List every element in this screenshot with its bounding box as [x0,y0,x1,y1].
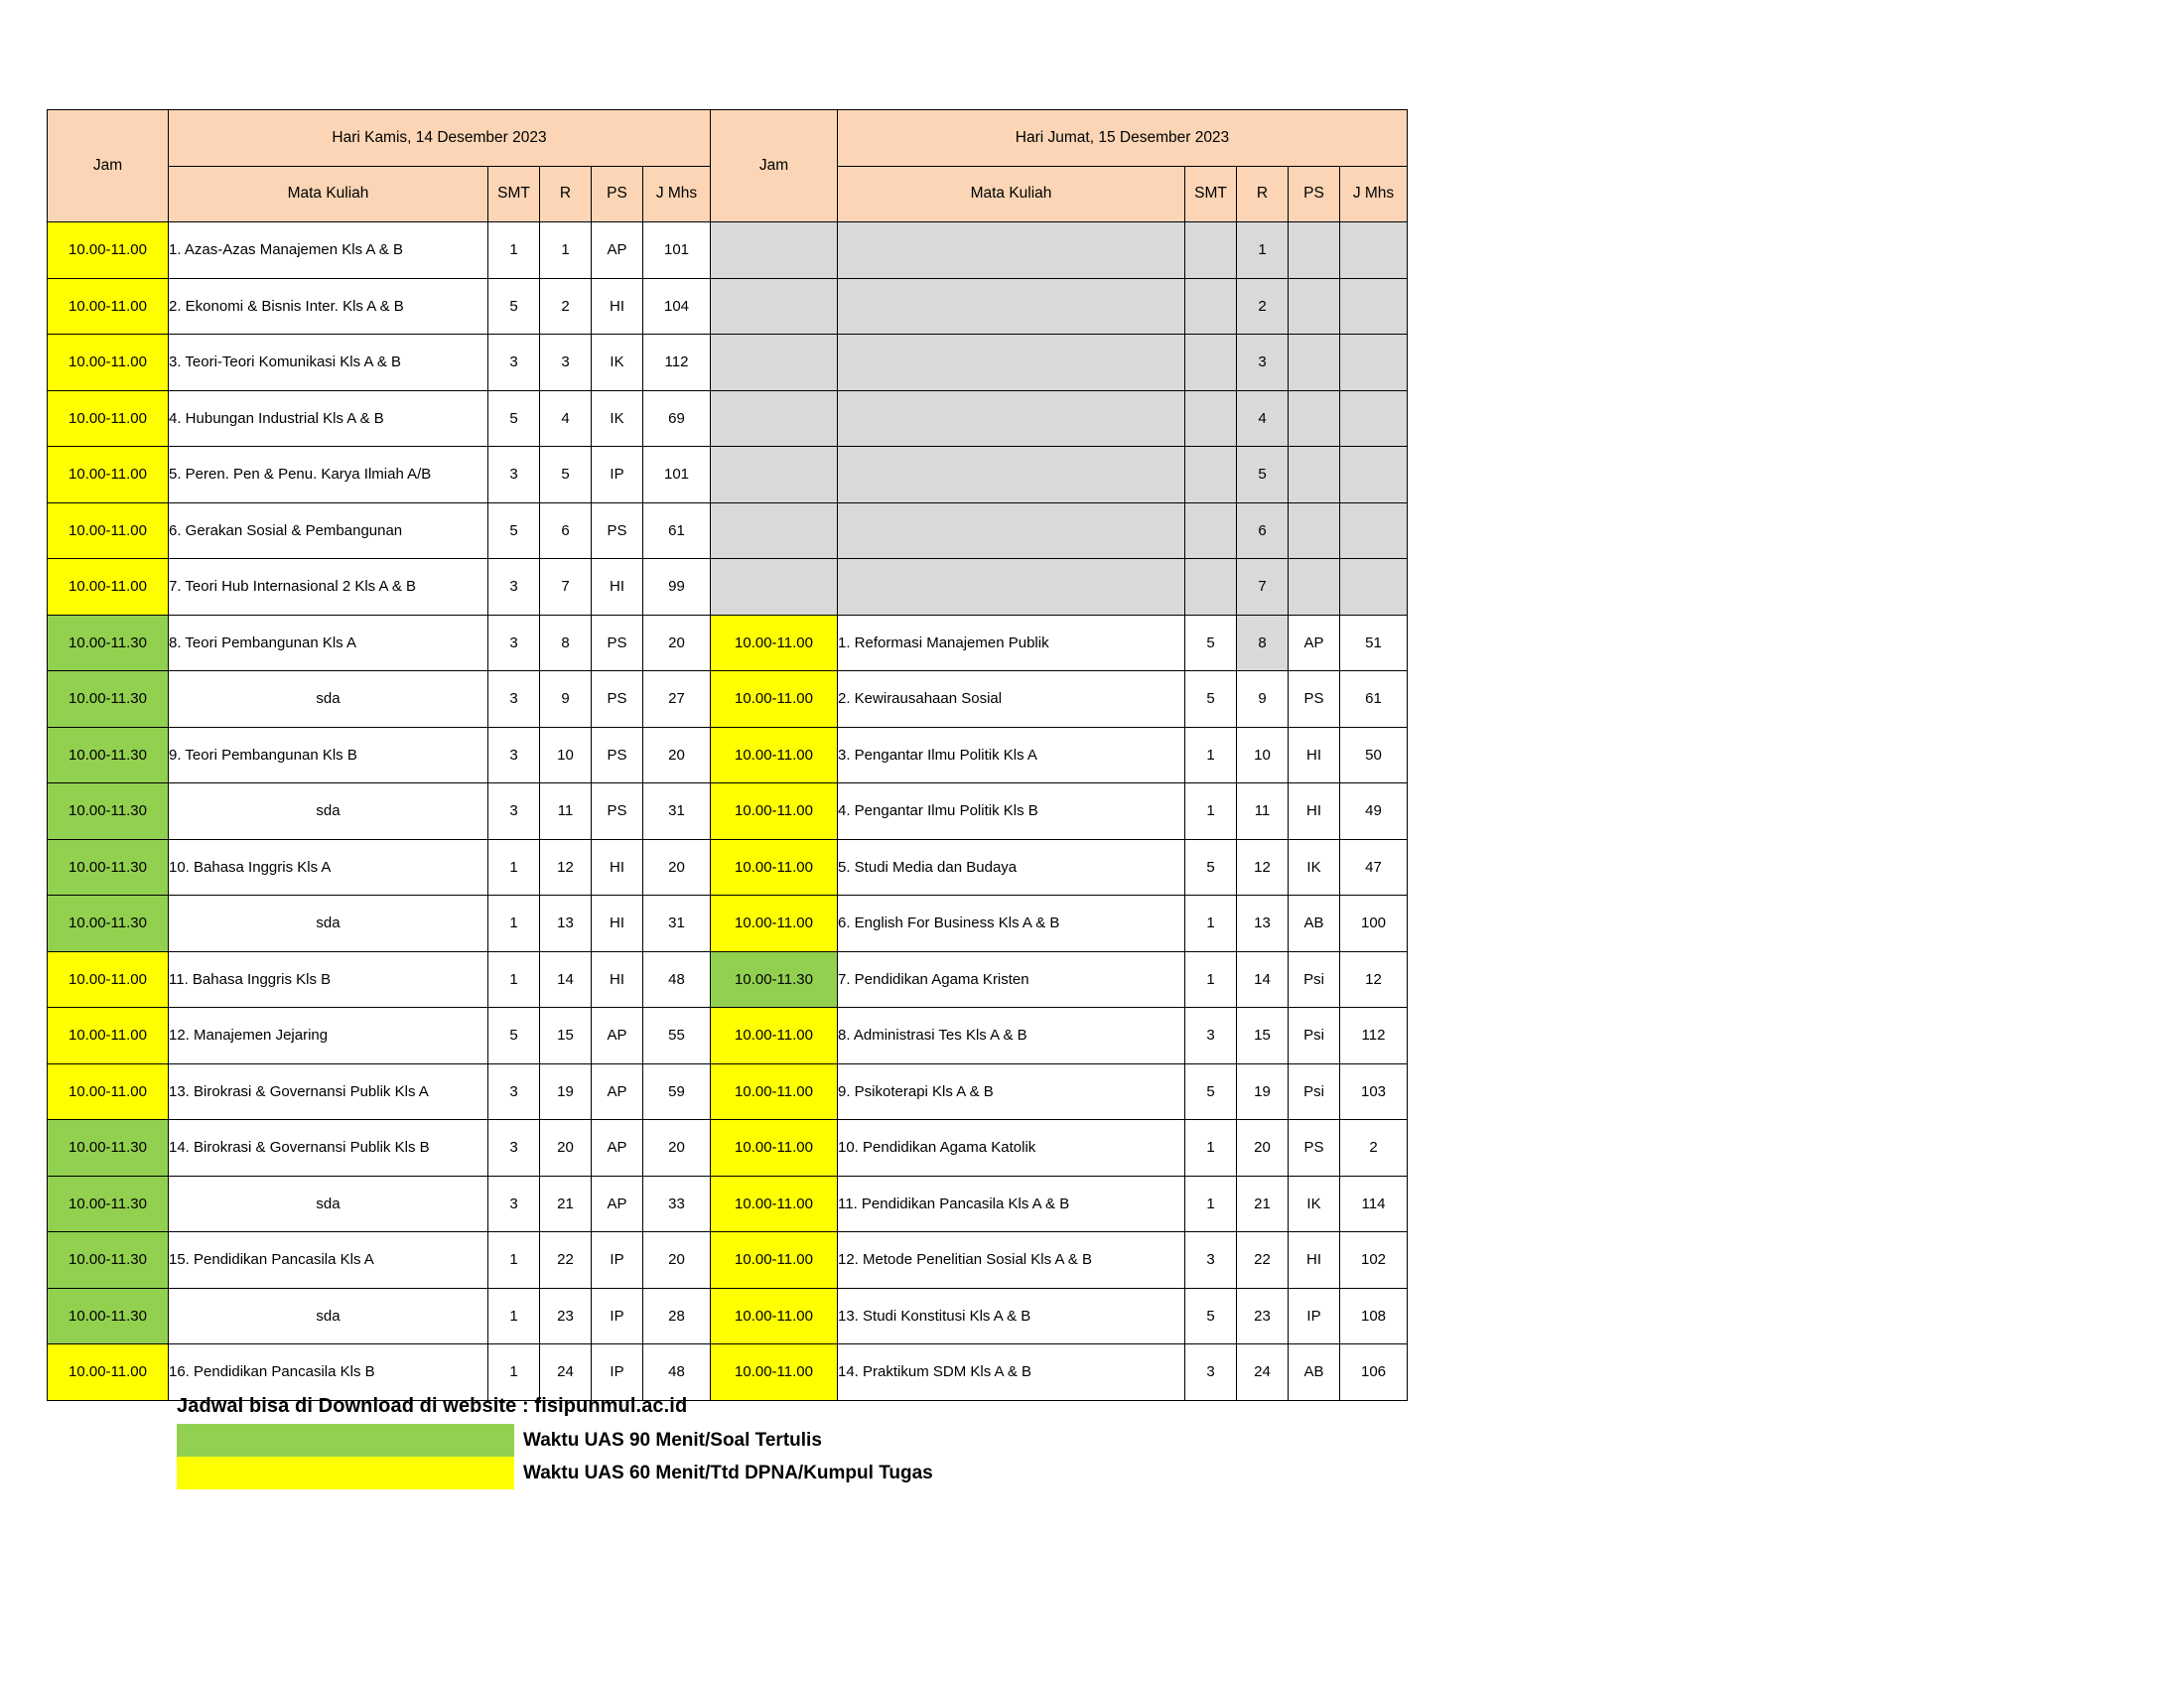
cell-r-friday: 8 [1237,615,1289,671]
cell-jmhs-friday [1340,390,1408,447]
cell-jmhs-friday: 47 [1340,839,1408,896]
cell-r-friday: 7 [1237,559,1289,616]
table-row [48,1288,1408,1344]
cell-r-thursday: 10 [540,727,592,783]
cell-ps-thursday: IP [592,1288,643,1344]
cell-smt-friday [1185,502,1237,559]
cell-smt-friday: 5 [1185,671,1237,728]
cell-smt-thursday: 3 [488,559,540,616]
header-smt-left: SMT [488,166,540,222]
cell-mata-kuliah-friday: 12. Metode Penelitian Sosial Kls A & B [838,1232,1185,1289]
table-row [48,559,1408,616]
cell-r-friday: 2 [1237,278,1289,335]
cell-jam-friday: 10.00-11.00 [711,1176,838,1232]
cell-smt-friday: 1 [1185,1120,1237,1177]
cell-jmhs-thursday: 20 [643,1120,711,1177]
header-r-left: R [540,166,592,222]
table-row [48,783,1408,840]
cell-ps-thursday: PS [592,502,643,559]
cell-smt-thursday: 5 [488,390,540,447]
legend-row-yellow [177,1457,933,1489]
cell-ps-friday: Psi [1289,1063,1340,1120]
cell-ps-thursday: AP [592,1120,643,1177]
cell-mata-kuliah-thursday: 7. Teori Hub Internasional 2 Kls A & B [169,559,488,616]
cell-jam-thursday: 10.00-11.30 [48,839,169,896]
header-mata-kuliah-right: Mata Kuliah [838,166,1185,222]
cell-ps-friday: IK [1289,839,1340,896]
cell-mata-kuliah-thursday: 14. Birokrasi & Governansi Publik Kls B [169,1120,488,1177]
cell-jam-friday: 10.00-11.00 [711,783,838,840]
legend-swatch-green [177,1424,514,1457]
legend-label-yellow: Waktu UAS 60 Menit/Ttd DPNA/Kumpul Tugas [523,1462,933,1483]
table-row [48,727,1408,783]
cell-jmhs-friday: 100 [1340,896,1408,952]
cell-mata-kuliah-thursday: 5. Peren. Pen & Penu. Karya Ilmiah A/B [169,447,488,503]
cell-jmhs-friday: 2 [1340,1120,1408,1177]
cell-jam-thursday: 10.00-11.30 [48,1288,169,1344]
cell-r-thursday: 12 [540,839,592,896]
cell-r-friday: 15 [1237,1008,1289,1064]
cell-jam-thursday: 10.00-11.30 [48,1176,169,1232]
header-jam-left: Jam [48,110,169,222]
cell-jmhs-friday: 106 [1340,1344,1408,1401]
cell-r-thursday: 7 [540,559,592,616]
cell-smt-friday: 3 [1185,1008,1237,1064]
cell-r-thursday: 6 [540,502,592,559]
cell-jam-thursday: 10.00-11.30 [48,615,169,671]
cell-ps-thursday: PS [592,671,643,728]
cell-ps-thursday: AP [592,1008,643,1064]
cell-jmhs-thursday: 104 [643,278,711,335]
cell-ps-thursday: HI [592,839,643,896]
table-row [48,1176,1408,1232]
cell-jam-thursday: 10.00-11.00 [48,951,169,1008]
legend-row-green [177,1424,933,1457]
cell-jam-friday [711,278,838,335]
table-row [48,951,1408,1008]
cell-mata-kuliah-friday: 13. Studi Konstitusi Kls A & B [838,1288,1185,1344]
cell-r-thursday: 14 [540,951,592,1008]
header-jmhs-right: J Mhs [1340,166,1408,222]
cell-jam-friday: 10.00-11.00 [711,615,838,671]
cell-smt-thursday: 1 [488,222,540,279]
cell-jam-friday: 10.00-11.00 [711,1344,838,1401]
cell-r-friday: 10 [1237,727,1289,783]
cell-ps-thursday: HI [592,896,643,952]
cell-smt-thursday: 3 [488,1063,540,1120]
cell-jmhs-thursday: 48 [643,1344,711,1401]
cell-jmhs-thursday: 28 [643,1288,711,1344]
cell-jam-thursday: 10.00-11.30 [48,783,169,840]
cell-smt-thursday: 3 [488,1176,540,1232]
cell-jmhs-friday [1340,447,1408,503]
header-jmhs-left: J Mhs [643,166,711,222]
header-mata-kuliah-left: Mata Kuliah [169,166,488,222]
cell-ps-thursday: IP [592,1344,643,1401]
cell-smt-friday [1185,447,1237,503]
cell-r-thursday: 3 [540,335,592,391]
cell-smt-thursday: 3 [488,783,540,840]
cell-mata-kuliah-friday: 8. Administrasi Tes Kls A & B [838,1008,1185,1064]
cell-smt-friday: 3 [1185,1232,1237,1289]
cell-ps-thursday: IK [592,335,643,391]
cell-mata-kuliah-friday: 4. Pengantar Ilmu Politik Kls B [838,783,1185,840]
cell-jmhs-thursday: 31 [643,783,711,840]
cell-ps-friday [1289,447,1340,503]
cell-mata-kuliah-friday: 1. Reformasi Manajemen Publik [838,615,1185,671]
table-row [48,278,1408,335]
cell-jmhs-friday: 50 [1340,727,1408,783]
cell-jam-thursday: 10.00-11.00 [48,1344,169,1401]
cell-jmhs-friday [1340,222,1408,279]
cell-r-friday: 20 [1237,1120,1289,1177]
cell-r-thursday: 1 [540,222,592,279]
cell-r-thursday: 19 [540,1063,592,1120]
cell-jmhs-friday: 61 [1340,671,1408,728]
cell-ps-friday [1289,335,1340,391]
cell-ps-thursday: IP [592,1232,643,1289]
cell-mata-kuliah-friday: 5. Studi Media dan Budaya [838,839,1185,896]
cell-jmhs-friday: 12 [1340,951,1408,1008]
cell-mata-kuliah-thursday: 2. Ekonomi & Bisnis Inter. Kls A & B [169,278,488,335]
cell-jam-thursday: 10.00-11.00 [48,1063,169,1120]
cell-r-thursday: 21 [540,1176,592,1232]
cell-ps-friday: AB [1289,896,1340,952]
table-row [48,447,1408,503]
cell-smt-thursday: 5 [488,1008,540,1064]
cell-mata-kuliah-thursday: 6. Gerakan Sosial & Pembangunan [169,502,488,559]
cell-smt-thursday: 5 [488,502,540,559]
cell-jmhs-thursday: 20 [643,727,711,783]
cell-jmhs-thursday: 112 [643,335,711,391]
cell-jam-thursday: 10.00-11.00 [48,1008,169,1064]
cell-jmhs-thursday: 48 [643,951,711,1008]
cell-ps-thursday: IK [592,390,643,447]
cell-jam-thursday: 10.00-11.30 [48,727,169,783]
header-smt-right: SMT [1185,166,1237,222]
cell-r-thursday: 24 [540,1344,592,1401]
cell-r-thursday: 8 [540,615,592,671]
table-row [48,1232,1408,1289]
cell-smt-friday: 5 [1185,1288,1237,1344]
cell-r-friday: 14 [1237,951,1289,1008]
table-row [48,390,1408,447]
cell-jam-thursday: 10.00-11.30 [48,1232,169,1289]
cell-ps-friday: PS [1289,671,1340,728]
cell-ps-friday [1289,502,1340,559]
table-body [48,222,1408,1401]
table-row [48,222,1408,279]
cell-ps-friday [1289,278,1340,335]
footer-legend [177,1395,933,1489]
cell-r-friday: 11 [1237,783,1289,840]
cell-jam-friday [711,222,838,279]
cell-mata-kuliah-friday: 11. Pendidikan Pancasila Kls A & B [838,1176,1185,1232]
cell-r-friday: 21 [1237,1176,1289,1232]
cell-jam-thursday: 10.00-11.00 [48,502,169,559]
cell-ps-thursday: AP [592,222,643,279]
cell-jmhs-thursday: 101 [643,447,711,503]
cell-ps-friday: PS [1289,1120,1340,1177]
table-row [48,1008,1408,1064]
cell-ps-friday [1289,222,1340,279]
cell-jmhs-friday: 112 [1340,1008,1408,1064]
cell-ps-friday: HI [1289,727,1340,783]
cell-ps-friday: AB [1289,1344,1340,1401]
cell-r-friday: 12 [1237,839,1289,896]
cell-mata-kuliah-thursday: 15. Pendidikan Pancasila Kls A [169,1232,488,1289]
cell-mata-kuliah-friday [838,278,1185,335]
cell-smt-thursday: 3 [488,615,540,671]
cell-r-friday: 23 [1237,1288,1289,1344]
cell-jam-friday: 10.00-11.00 [711,1120,838,1177]
cell-mata-kuliah-friday: 2. Kewirausahaan Sosial [838,671,1185,728]
cell-mata-kuliah-thursday: 11. Bahasa Inggris Kls B [169,951,488,1008]
cell-jmhs-thursday: 27 [643,671,711,728]
cell-r-thursday: 11 [540,783,592,840]
header-ps-right: PS [1289,166,1340,222]
cell-smt-friday: 1 [1185,727,1237,783]
header-day-friday: Hari Jumat, 15 Desember 2023 [838,110,1408,167]
cell-r-friday: 19 [1237,1063,1289,1120]
cell-ps-thursday: PS [592,783,643,840]
cell-smt-thursday: 3 [488,671,540,728]
cell-smt-friday: 5 [1185,1063,1237,1120]
cell-ps-friday: IK [1289,1176,1340,1232]
cell-smt-friday [1185,222,1237,279]
cell-jmhs-friday: 103 [1340,1063,1408,1120]
cell-ps-thursday: AP [592,1063,643,1120]
table-row [48,896,1408,952]
download-note: Jadwal bisa di Download di website : fisipunmul.ac.id [177,1395,688,1417]
cell-r-thursday: 2 [540,278,592,335]
cell-r-thursday: 20 [540,1120,592,1177]
cell-mata-kuliah-thursday: 10. Bahasa Inggris Kls A [169,839,488,896]
cell-mata-kuliah-thursday: 1. Azas-Azas Manajemen Kls A & B [169,222,488,279]
cell-mata-kuliah-friday [838,390,1185,447]
cell-ps-friday: Psi [1289,951,1340,1008]
cell-mata-kuliah-thursday: sda [169,671,488,728]
cell-jmhs-friday: 108 [1340,1288,1408,1344]
cell-ps-friday: Psi [1289,1008,1340,1064]
cell-jmhs-friday: 51 [1340,615,1408,671]
cell-smt-friday: 1 [1185,896,1237,952]
cell-jmhs-thursday: 33 [643,1176,711,1232]
cell-jam-friday: 10.00-11.00 [711,1008,838,1064]
cell-jam-friday [711,447,838,503]
cell-mata-kuliah-thursday: 9. Teori Pembangunan Kls B [169,727,488,783]
cell-ps-thursday: HI [592,278,643,335]
cell-jmhs-thursday: 20 [643,615,711,671]
cell-ps-thursday: IP [592,447,643,503]
cell-r-thursday: 23 [540,1288,592,1344]
cell-smt-friday: 5 [1185,615,1237,671]
cell-jmhs-thursday: 59 [643,1063,711,1120]
cell-r-friday: 9 [1237,671,1289,728]
cell-jmhs-thursday: 20 [643,839,711,896]
cell-smt-thursday: 1 [488,896,540,952]
cell-r-friday: 6 [1237,502,1289,559]
cell-jmhs-friday: 102 [1340,1232,1408,1289]
uas-schedule-table [47,109,1408,1401]
cell-smt-friday: 1 [1185,1176,1237,1232]
cell-jam-thursday: 10.00-11.30 [48,671,169,728]
cell-jmhs-friday: 49 [1340,783,1408,840]
cell-r-thursday: 5 [540,447,592,503]
header-r-right: R [1237,166,1289,222]
cell-ps-friday: HI [1289,783,1340,840]
cell-jam-friday: 10.00-11.00 [711,1232,838,1289]
legend-swatch-yellow [177,1457,514,1489]
cell-mata-kuliah-thursday: 16. Pendidikan Pancasila Kls B [169,1344,488,1401]
table-row [48,502,1408,559]
cell-mata-kuliah-friday: 6. English For Business Kls A & B [838,896,1185,952]
cell-mata-kuliah-friday: 9. Psikoterapi Kls A & B [838,1063,1185,1120]
cell-mata-kuliah-friday: 10. Pendidikan Agama Katolik [838,1120,1185,1177]
cell-jmhs-thursday: 101 [643,222,711,279]
legend-label-green: Waktu UAS 90 Menit/Soal Tertulis [523,1429,822,1451]
cell-smt-friday [1185,559,1237,616]
cell-r-friday: 3 [1237,335,1289,391]
cell-mata-kuliah-friday: 14. Praktikum SDM Kls A & B [838,1344,1185,1401]
cell-jam-friday [711,335,838,391]
cell-mata-kuliah-thursday: 12. Manajemen Jejaring [169,1008,488,1064]
table-row [48,335,1408,391]
cell-jmhs-friday [1340,278,1408,335]
cell-mata-kuliah-friday [838,335,1185,391]
cell-r-thursday: 22 [540,1232,592,1289]
cell-mata-kuliah-thursday: sda [169,896,488,952]
cell-jam-friday: 10.00-11.00 [711,727,838,783]
cell-smt-friday: 1 [1185,783,1237,840]
cell-jam-friday [711,390,838,447]
cell-jam-friday: 10.00-11.00 [711,896,838,952]
table-row [48,671,1408,728]
cell-jam-friday: 10.00-11.30 [711,951,838,1008]
cell-ps-friday [1289,390,1340,447]
cell-jam-friday [711,559,838,616]
cell-mata-kuliah-friday: 7. Pendidikan Agama Kristen [838,951,1185,1008]
cell-r-friday: 5 [1237,447,1289,503]
cell-smt-friday [1185,390,1237,447]
cell-mata-kuliah-thursday: sda [169,783,488,840]
table-row [48,1063,1408,1120]
cell-jmhs-thursday: 61 [643,502,711,559]
cell-jmhs-thursday: 55 [643,1008,711,1064]
cell-ps-thursday: HI [592,951,643,1008]
cell-r-friday: 4 [1237,390,1289,447]
cell-jmhs-friday [1340,335,1408,391]
table-row [48,615,1408,671]
cell-mata-kuliah-thursday: sda [169,1176,488,1232]
cell-ps-friday: HI [1289,1232,1340,1289]
header-day-thursday: Hari Kamis, 14 Desember 2023 [169,110,711,167]
cell-ps-friday [1289,559,1340,616]
cell-jmhs-friday [1340,559,1408,616]
cell-r-friday: 22 [1237,1232,1289,1289]
cell-ps-friday: IP [1289,1288,1340,1344]
cell-mata-kuliah-friday [838,502,1185,559]
cell-jam-thursday: 10.00-11.00 [48,559,169,616]
cell-jam-thursday: 10.00-11.00 [48,390,169,447]
cell-jmhs-thursday: 99 [643,559,711,616]
cell-jmhs-thursday: 69 [643,390,711,447]
cell-jmhs-friday: 114 [1340,1176,1408,1232]
cell-smt-friday [1185,278,1237,335]
table-row [48,839,1408,896]
cell-r-friday: 24 [1237,1344,1289,1401]
cell-mata-kuliah-friday: 3. Pengantar Ilmu Politik Kls A [838,727,1185,783]
cell-ps-friday: AP [1289,615,1340,671]
cell-mata-kuliah-thursday: 4. Hubungan Industrial Kls A & B [169,390,488,447]
cell-smt-thursday: 3 [488,727,540,783]
cell-jam-friday [711,502,838,559]
cell-jam-thursday: 10.00-11.00 [48,335,169,391]
table-header [48,110,1408,222]
cell-smt-thursday: 3 [488,335,540,391]
cell-smt-thursday: 1 [488,1288,540,1344]
cell-r-friday: 13 [1237,896,1289,952]
cell-jam-friday: 10.00-11.00 [711,671,838,728]
cell-jam-thursday: 10.00-11.00 [48,222,169,279]
cell-smt-friday: 3 [1185,1344,1237,1401]
cell-jam-friday: 10.00-11.00 [711,839,838,896]
cell-mata-kuliah-friday [838,222,1185,279]
cell-mata-kuliah-friday [838,447,1185,503]
schedule-sheet [47,109,1466,1401]
cell-jam-friday: 10.00-11.00 [711,1063,838,1120]
cell-smt-thursday: 3 [488,1120,540,1177]
cell-jam-thursday: 10.00-11.00 [48,278,169,335]
cell-r-friday: 1 [1237,222,1289,279]
cell-mata-kuliah-thursday: 13. Birokrasi & Governansi Publik Kls A [169,1063,488,1120]
cell-smt-friday: 5 [1185,839,1237,896]
cell-jam-thursday: 10.00-11.30 [48,1120,169,1177]
table-row [48,1120,1408,1177]
cell-smt-thursday: 1 [488,1232,540,1289]
cell-mata-kuliah-friday [838,559,1185,616]
cell-mata-kuliah-thursday: 3. Teori-Teori Komunikasi Kls A & B [169,335,488,391]
cell-ps-thursday: PS [592,615,643,671]
header-jam-right: Jam [711,110,838,222]
cell-jmhs-thursday: 20 [643,1232,711,1289]
cell-smt-friday [1185,335,1237,391]
cell-r-thursday: 15 [540,1008,592,1064]
header-ps-left: PS [592,166,643,222]
cell-ps-thursday: HI [592,559,643,616]
cell-mata-kuliah-thursday: sda [169,1288,488,1344]
cell-smt-thursday: 5 [488,278,540,335]
cell-r-thursday: 13 [540,896,592,952]
cell-jam-thursday: 10.00-11.30 [48,896,169,952]
cell-ps-thursday: PS [592,727,643,783]
cell-mata-kuliah-thursday: 8. Teori Pembangunan Kls A [169,615,488,671]
cell-smt-thursday: 1 [488,839,540,896]
cell-r-thursday: 9 [540,671,592,728]
cell-jmhs-friday [1340,502,1408,559]
table-row [48,1344,1408,1401]
cell-jmhs-thursday: 31 [643,896,711,952]
cell-smt-friday: 1 [1185,951,1237,1008]
cell-jam-friday: 10.00-11.00 [711,1288,838,1344]
cell-r-thursday: 4 [540,390,592,447]
cell-smt-thursday: 1 [488,1344,540,1401]
cell-ps-thursday: AP [592,1176,643,1232]
cell-smt-thursday: 3 [488,447,540,503]
cell-smt-thursday: 1 [488,951,540,1008]
cell-jam-thursday: 10.00-11.00 [48,447,169,503]
